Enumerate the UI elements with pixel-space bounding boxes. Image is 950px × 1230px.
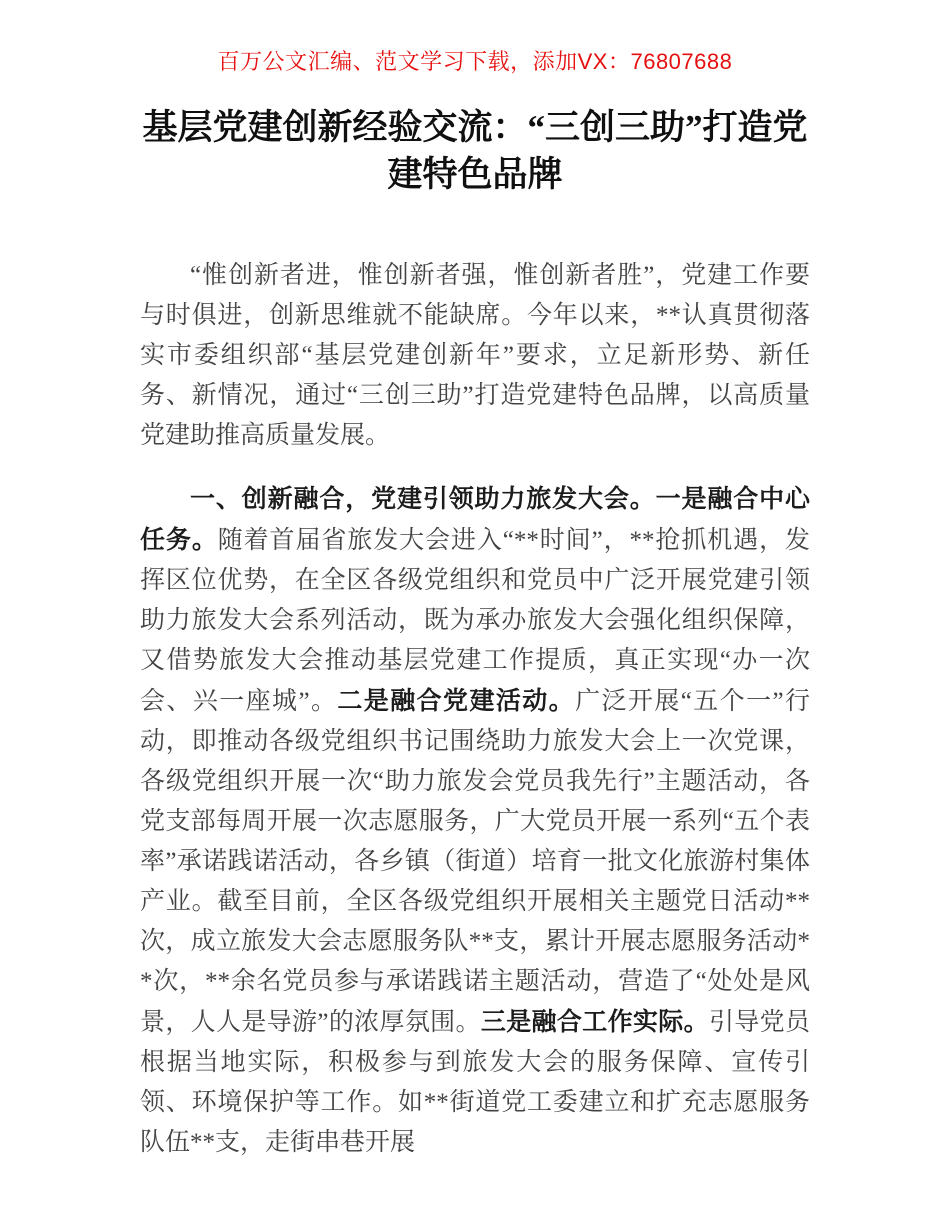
promo-notice: 百万公文汇编、范文学习下载，添加VX：76807688 <box>217 49 733 74</box>
body-paragraph <box>140 479 810 1163</box>
bold-text-run: 二是融合党建活动。 <box>337 687 576 715</box>
document-title: 基层党建创新经验交流：“三创三助”打造党建特色品牌 <box>142 108 808 194</box>
bold-text-run: 一、创新融合，党建引领助力旅发大会。一是融合中心任务。 <box>140 485 810 554</box>
text-run: “惟创新者进，惟创新者强，惟创新者胜”，党建工作要与时俱进，创新思维就不能缺席。今年以来，**认真贯彻落实市委组织部“基层党建创新年”要求，立足新形势、新任务、新情况，通过“三创三助”打造党建特色品牌，以高质量党建助推高质量发展。 <box>140 262 810 449</box>
text-run: 广泛开展“五个一”行动，即推动各级党组织书记围绕助力旅发大会上一次党课，各级党组织开展一次“助力旅发会党员我先行”主题活动，各党支部每周开展一次志愿服务，广大党员开展一系列“五个表率”承诺践诺活动，各乡镇（街道）培育一批文化旅游村集体产业。截至目前，全区各级党组织开展相关主题党日活动**次，成立旅发大会志愿服务队**支，累计开展志愿服务活动**次，**余名党员参与承诺践诺主题活动，营造了“处处是风景，人人是导游”的浓厚氛围。 <box>140 688 810 1036</box>
body-paragraph <box>140 256 810 456</box>
document-body <box>140 256 810 1186</box>
text-run: 随着首届省旅发大会进入“**时间”，**抢抓机遇，发挥区位优势，在全区各级党组织和党员中广泛开展党建引领助力旅发大会系列活动，既为承办旅发大会强化组织保障，又借势旅发大会推动基层党建工作提质，真正实现“办一次会、兴一座城”。 <box>140 527 810 715</box>
bold-text-run: 三是融合工作实际。 <box>480 1008 709 1036</box>
text-run: 引导党员根据当地实际，积极参与到旅发大会的服务保障、宣传引领、环境保护等工作。如**街道党工委建立和扩充志愿服务队伍**支，走街串巷开展 <box>140 1009 810 1156</box>
